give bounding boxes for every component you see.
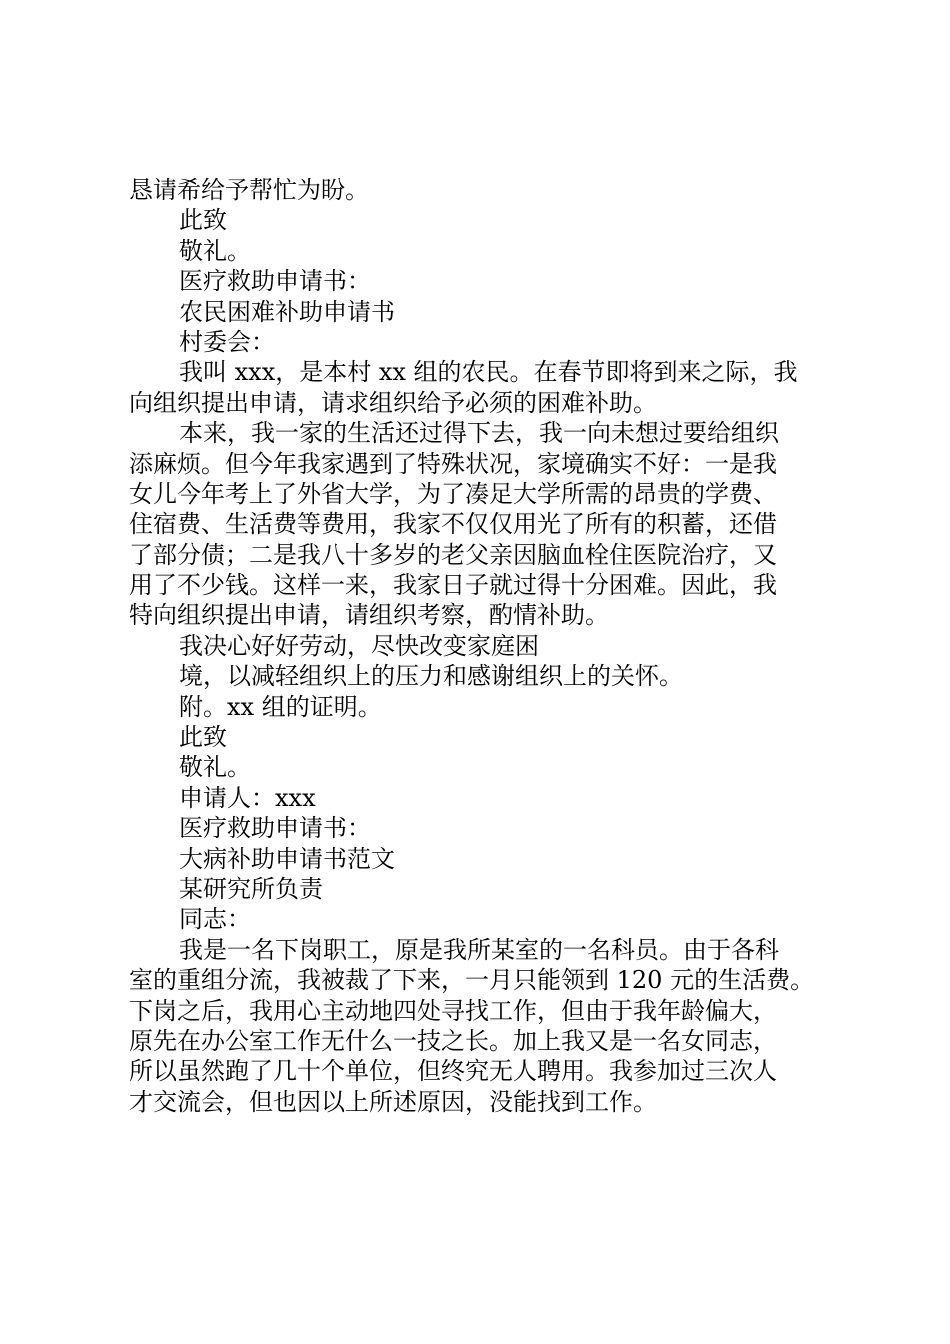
text-line: 大病补助申请书范文 [179, 844, 395, 873]
text-line: 女儿今年考上了外省大学，为了凑足大学所需的昂贵的学费、 [129, 479, 777, 508]
text-line: 用了不少钱。这样一来，我家日子就过得十分困难。因此，我 [129, 571, 777, 600]
text-line: 所以虽然跑了几十个单位，但终究无人聘用。我参加过三次人 [129, 1057, 777, 1086]
text-line: 敬礼。 [179, 236, 251, 265]
text-line: 才交流会，但也因以上所述原因，没能找到工作。 [129, 1087, 657, 1116]
text-line: 同志： [179, 905, 251, 934]
text-line: 医疗救助申请书： [179, 267, 371, 296]
text-line: 医疗救助申请书： [179, 814, 371, 843]
text-line: 添麻烦。但今年我家遇到了特殊状况，家境确实不好：一是我 [129, 449, 777, 478]
text-line: 恳请希给予帮忙为盼。 [129, 176, 369, 204]
document-body [129, 175, 849, 1117]
text-line: 了部分债；二是我八十多岁的老父亲因脑血栓住医院治疗，又 [129, 540, 777, 569]
text-line: 向组织提出申请，请求组织给予必须的困难补助。 [129, 388, 657, 417]
text-line: 境，以减轻组织上的压力和感谢组织上的关怀。 [179, 662, 683, 691]
text-line: 我是一名下岗职工，原是我所某室的一名科员。由于各科 [179, 935, 779, 964]
text-line: 敬礼。 [179, 753, 251, 782]
text-line: 农民困难补助申请书 [179, 297, 395, 326]
text-line: 申请人：xxx [179, 783, 316, 812]
text-line: 下岗之后，我用心主动地四处寻找工作，但由于我年龄偏大， [129, 996, 777, 1025]
text-line: 我叫 xxx，是本村 xx 组的农民。在春节即将到来之际，我 [179, 358, 798, 387]
text-line: 村委会： [179, 327, 275, 356]
text-line: 此致 [179, 206, 227, 235]
text-line: 原先在办公室工作无什么一技之长。加上我又是一名女同志， [129, 1026, 777, 1055]
text-line: 特向组织提出申请，请组织考察，酌情补助。 [129, 601, 609, 630]
text-line: 附。xx 组的证明。 [179, 692, 382, 721]
text-line: 某研究所负责 [179, 874, 323, 903]
text-line: 住宿费、生活费等费用，我家不仅仅用光了所有的积蓄，还借 [129, 510, 777, 539]
text-line: 此致 [179, 723, 227, 752]
text-line: 我决心好好劳动，尽快改变家庭困 [179, 631, 539, 660]
text-line: 本来，我一家的生活还过得下去，我一向未想过要给组织 [179, 419, 779, 448]
text-line: 室的重组分流，我被裁了下来，一月只能领到 120 元的生活费。 [129, 966, 815, 995]
